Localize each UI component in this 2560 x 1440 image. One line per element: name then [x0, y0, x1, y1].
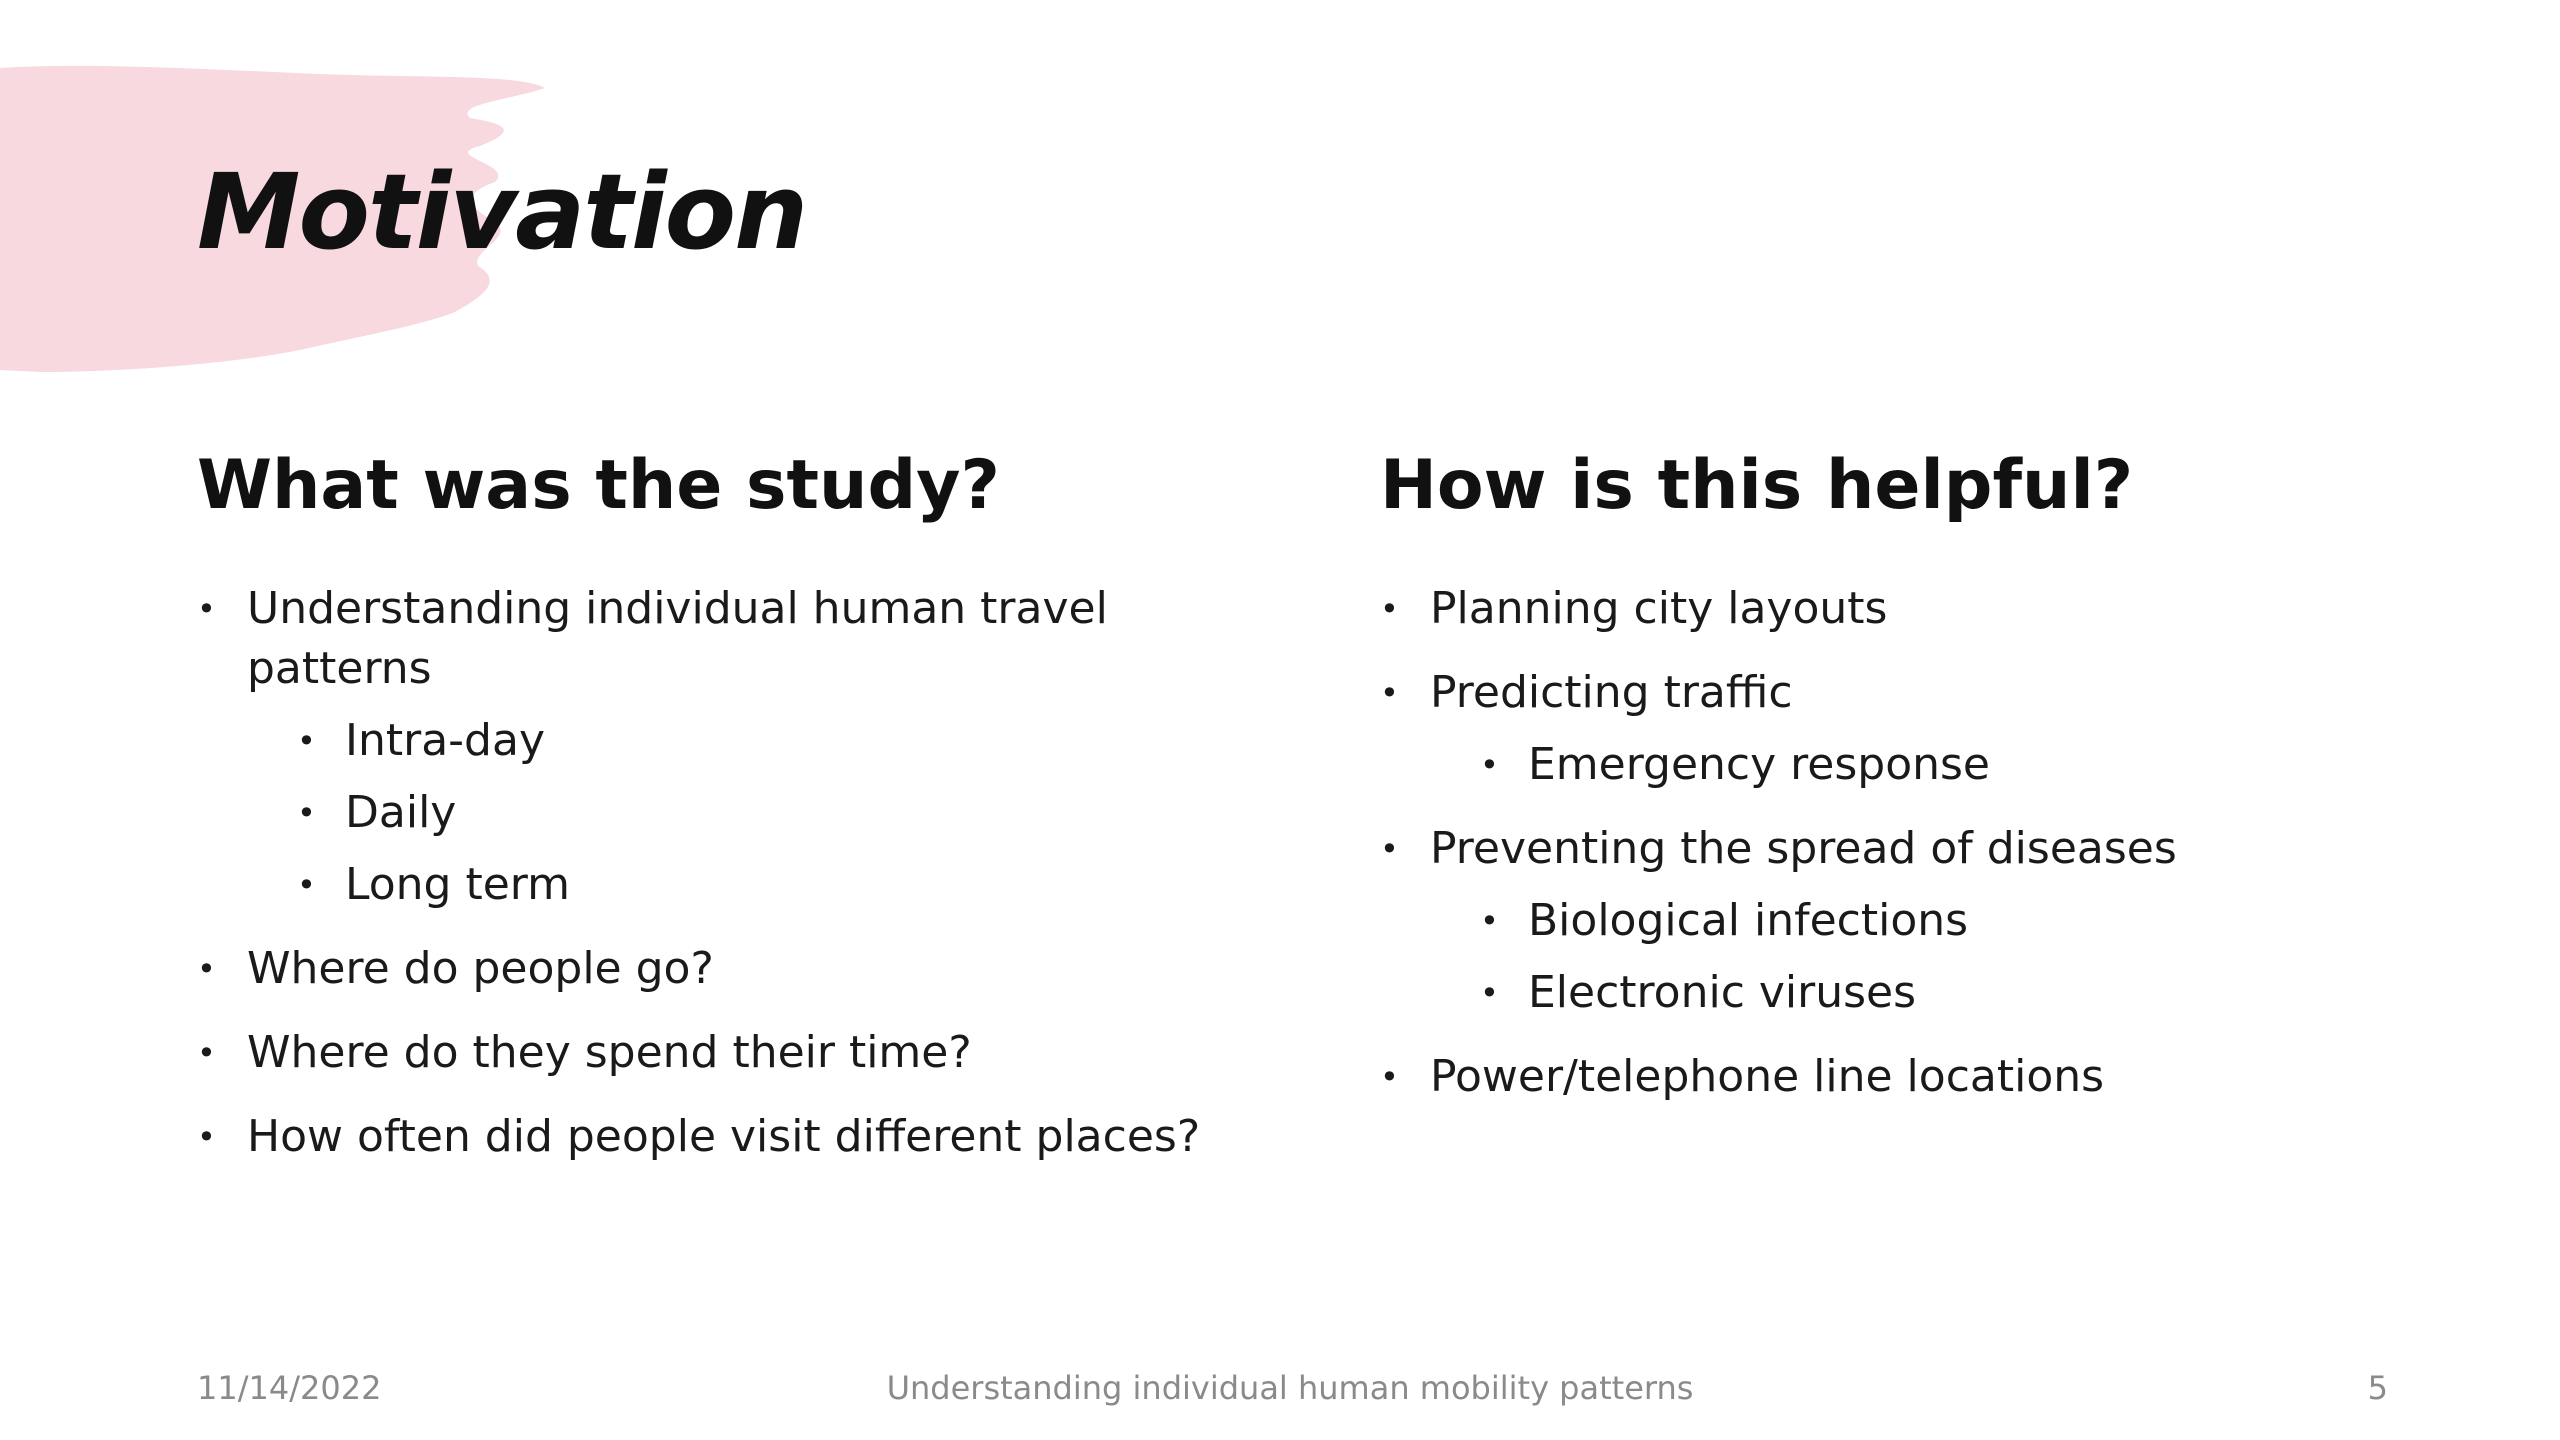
sub-list-item	[1480, 891, 2480, 951]
bullet-dot-icon: •	[1480, 745, 1499, 784]
list-item-text: How often did people visit different places?	[247, 1110, 1201, 1162]
sub-bullet-list	[247, 711, 1237, 915]
right-bullet-list	[1380, 579, 2480, 1107]
list-item	[1380, 1047, 2480, 1107]
sub-list-item-text: Biological infections	[1528, 894, 1969, 946]
list-item-text: Planning city layouts	[1430, 582, 1888, 634]
sub-list-item-text: Daily	[345, 786, 457, 838]
list-item-text: Understanding individual human travel patterns	[247, 582, 1108, 694]
sub-list-item-text: Intra-day	[345, 714, 545, 766]
slide-title: Motivation	[197, 151, 807, 273]
left-column-heading: What was the study?	[197, 446, 1000, 525]
list-item-text: Predicting traffic	[1430, 666, 1793, 718]
bullet-dot-icon: •	[1380, 673, 1399, 712]
bullet-dot-icon: •	[1480, 901, 1499, 940]
sub-list-item	[297, 783, 1237, 843]
list-item	[197, 1023, 1237, 1083]
bullet-dot-icon: •	[1380, 589, 1399, 628]
list-item	[197, 579, 1237, 915]
sub-list-item	[297, 855, 1237, 915]
bullet-dot-icon: •	[1380, 1057, 1399, 1096]
list-item	[1380, 663, 2480, 795]
bullet-dot-icon: •	[197, 949, 216, 988]
footer-caption: Understanding individual human mobility patterns	[886, 1369, 1694, 1407]
sub-bullet-list	[1430, 891, 2480, 1023]
left-bullet-list	[197, 579, 1237, 1167]
sub-bullet-list	[1430, 735, 2480, 795]
bullet-dot-icon: •	[197, 589, 216, 628]
bullet-dot-icon: •	[1480, 973, 1499, 1012]
sub-list-item	[1480, 963, 2480, 1023]
bullet-dot-icon: •	[297, 865, 316, 904]
list-item-text: Power/telephone line locations	[1430, 1050, 2105, 1102]
list-item-text: Where do people go?	[247, 942, 714, 994]
footer-date: 11/14/2022	[197, 1369, 382, 1407]
bullet-dot-icon: •	[197, 1033, 216, 1072]
list-item	[1380, 819, 2480, 1023]
list-item	[1380, 579, 2480, 639]
list-item-text: Preventing the spread of diseases	[1430, 822, 2177, 874]
left-column	[197, 445, 1237, 1191]
list-item	[197, 1107, 1237, 1167]
right-column	[1380, 445, 2480, 1131]
bullet-dot-icon: •	[297, 721, 316, 760]
bullet-dot-icon: •	[297, 793, 316, 832]
right-column-heading: How is this helpful?	[1380, 446, 2134, 525]
sub-list-item	[1480, 735, 2480, 795]
slide-number: 5	[2367, 1369, 2388, 1407]
sub-list-item	[297, 711, 1237, 771]
sub-list-item-text: Emergency response	[1528, 738, 1990, 790]
list-item-text: Where do they spend their time?	[247, 1026, 972, 1078]
list-item	[197, 939, 1237, 999]
bullet-dot-icon: •	[1380, 829, 1399, 868]
bullet-dot-icon: •	[197, 1117, 216, 1156]
sub-list-item-text: Long term	[345, 858, 570, 910]
sub-list-item-text: Electronic viruses	[1528, 966, 1917, 1018]
